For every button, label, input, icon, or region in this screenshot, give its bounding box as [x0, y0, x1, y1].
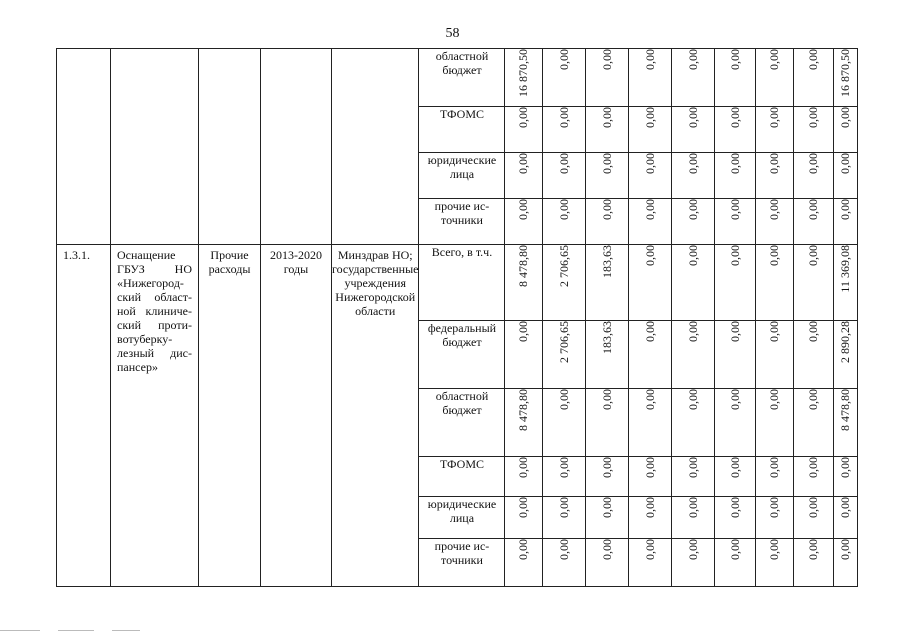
value-text: 0,00 — [516, 539, 531, 560]
source-cell — [419, 49, 505, 107]
value-cell — [629, 107, 672, 153]
value-cell — [794, 389, 834, 457]
value-cell — [586, 245, 629, 321]
value-text: 8 478,80 — [516, 389, 531, 431]
value-text: 16 870,50 — [838, 49, 853, 97]
value-text: 2 890,28 — [838, 321, 853, 363]
value-text: 0,00 — [642, 153, 657, 174]
value-text: 0,00 — [599, 497, 614, 518]
source-label: ТФОМС — [439, 107, 484, 121]
value-text: 0,00 — [599, 389, 614, 410]
value-cell — [834, 539, 858, 587]
value-cell — [629, 199, 672, 245]
value-text: 0,00 — [806, 321, 821, 342]
value-cell — [586, 107, 629, 153]
value-cell — [586, 457, 629, 497]
value-text: 0,00 — [838, 199, 853, 220]
table-body — [57, 49, 858, 587]
item-name: Оснащение ГБУЗ НО «Нижегород-ский област-ной клиниче-ский проти-вотуберку-лезный дис-пансер» — [117, 248, 192, 374]
value-cell — [586, 153, 629, 199]
value-text: 0,00 — [685, 497, 700, 518]
item-name-cell — [111, 245, 199, 587]
source-label: Всего, в т.ч. — [431, 245, 493, 259]
value-cell — [834, 107, 858, 153]
source-cell — [419, 199, 505, 245]
value-text: 0,00 — [516, 497, 531, 518]
value-cell — [794, 457, 834, 497]
item-number: 1.3.1. — [63, 248, 90, 262]
value-cell — [756, 457, 794, 497]
scan-artifact — [58, 630, 94, 631]
value-text: 0,00 — [767, 153, 782, 174]
value-text: 0,00 — [727, 539, 742, 560]
source-label: прочие ис-точники — [434, 199, 490, 227]
value-text: 0,00 — [556, 389, 571, 410]
value-cell — [629, 321, 672, 389]
value-cell — [505, 321, 543, 389]
value-cell — [794, 321, 834, 389]
value-text: 0,00 — [642, 389, 657, 410]
value-text: 0,00 — [599, 457, 614, 478]
value-cell — [834, 199, 858, 245]
value-cell — [586, 49, 629, 107]
value-cell — [794, 245, 834, 321]
expense-type-cell — [199, 245, 261, 587]
value-text: 0,00 — [556, 199, 571, 220]
value-cell — [834, 153, 858, 199]
source-cell — [419, 153, 505, 199]
source-cell — [419, 497, 505, 539]
scan-artifact — [0, 630, 40, 631]
value-text: 0,00 — [767, 107, 782, 128]
value-text: 0,00 — [685, 539, 700, 560]
value-cell — [586, 321, 629, 389]
value-cell — [505, 49, 543, 107]
value-text: 0,00 — [516, 321, 531, 342]
value-text: 0,00 — [727, 497, 742, 518]
value-text: 0,00 — [767, 321, 782, 342]
value-cell — [629, 539, 672, 587]
value-text: 0,00 — [767, 199, 782, 220]
value-cell — [543, 49, 586, 107]
value-cell — [672, 107, 715, 153]
value-text: 0,00 — [838, 457, 853, 478]
value-cell — [794, 539, 834, 587]
source-cell — [419, 457, 505, 497]
source-label: областной бюджет — [435, 389, 489, 417]
value-cell — [543, 539, 586, 587]
value-text: 0,00 — [685, 321, 700, 342]
value-cell — [586, 389, 629, 457]
value-text: 183,63 — [599, 245, 614, 278]
value-text: 0,00 — [838, 497, 853, 518]
value-text: 0,00 — [727, 153, 742, 174]
value-text: 0,00 — [642, 245, 657, 266]
value-cell — [794, 153, 834, 199]
value-cell — [629, 49, 672, 107]
source-label: юридические лица — [427, 497, 497, 525]
value-cell — [672, 539, 715, 587]
value-cell — [756, 497, 794, 539]
value-cell — [672, 321, 715, 389]
value-text: 0,00 — [556, 107, 571, 128]
scan-artifact — [112, 630, 140, 631]
value-cell — [834, 321, 858, 389]
value-cell — [715, 389, 756, 457]
value-cell — [543, 457, 586, 497]
value-cell — [586, 199, 629, 245]
value-cell — [505, 389, 543, 457]
value-text: 0,00 — [642, 497, 657, 518]
value-text: 0,00 — [806, 199, 821, 220]
value-text: 0,00 — [556, 457, 571, 478]
value-text: 0,00 — [599, 153, 614, 174]
value-cell — [756, 245, 794, 321]
value-cell — [505, 497, 543, 539]
source-label: федеральный бюджет — [427, 321, 497, 349]
value-cell — [672, 49, 715, 107]
value-cell — [834, 497, 858, 539]
value-cell — [794, 199, 834, 245]
value-cell — [834, 245, 858, 321]
value-text: 8 478,80 — [516, 245, 531, 287]
value-cell — [756, 389, 794, 457]
value-cell — [834, 389, 858, 457]
value-text: 0,00 — [556, 497, 571, 518]
value-text: 0,00 — [599, 539, 614, 560]
value-text: 0,00 — [806, 245, 821, 266]
value-cell — [715, 49, 756, 107]
value-text: 0,00 — [599, 107, 614, 128]
value-text: 11 369,08 — [838, 245, 853, 293]
value-text: 0,00 — [767, 539, 782, 560]
value-text: 0,00 — [685, 153, 700, 174]
expense-type: Прочие расходы — [208, 248, 251, 276]
value-text: 8 478,80 — [838, 389, 853, 431]
value-text: 183,63 — [599, 321, 614, 354]
funding-table — [56, 48, 858, 587]
value-text: 0,00 — [685, 199, 700, 220]
source-cell — [419, 245, 505, 321]
value-cell — [629, 245, 672, 321]
table-row — [57, 49, 858, 107]
value-text: 0,00 — [767, 49, 782, 70]
value-cell — [629, 457, 672, 497]
value-text: 0,00 — [642, 107, 657, 128]
value-cell — [715, 321, 756, 389]
value-cell — [505, 245, 543, 321]
value-text: 0,00 — [806, 457, 821, 478]
value-cell — [672, 245, 715, 321]
value-text: 0,00 — [727, 245, 742, 266]
page-number: 58 — [445, 26, 460, 41]
value-text: 0,00 — [727, 321, 742, 342]
value-cell — [715, 153, 756, 199]
value-cell — [543, 199, 586, 245]
value-cell — [629, 389, 672, 457]
value-text: 0,00 — [685, 245, 700, 266]
value-cell — [834, 457, 858, 497]
value-text: 2 706,65 — [556, 245, 571, 287]
value-text: 0,00 — [685, 49, 700, 70]
value-text: 0,00 — [806, 497, 821, 518]
value-text: 0,00 — [806, 107, 821, 128]
expense-type-cell — [199, 49, 261, 245]
value-text: 0,00 — [806, 153, 821, 174]
value-text: 0,00 — [642, 199, 657, 220]
value-text: 0,00 — [727, 199, 742, 220]
value-cell — [715, 539, 756, 587]
value-text: 0,00 — [767, 457, 782, 478]
value-text: 0,00 — [642, 49, 657, 70]
value-cell — [756, 199, 794, 245]
value-cell — [715, 497, 756, 539]
executor-cell — [332, 49, 419, 245]
value-cell — [672, 199, 715, 245]
value-cell — [586, 497, 629, 539]
value-cell — [543, 321, 586, 389]
value-text: 0,00 — [806, 539, 821, 560]
value-text: 0,00 — [642, 321, 657, 342]
value-text: 0,00 — [516, 199, 531, 220]
value-cell — [629, 497, 672, 539]
item-name-cell — [111, 49, 199, 245]
value-text: 0,00 — [556, 49, 571, 70]
value-text: 0,00 — [806, 389, 821, 410]
source-label: юридические лица — [427, 153, 497, 181]
value-cell — [505, 107, 543, 153]
value-cell — [834, 49, 858, 107]
value-text: 0,00 — [516, 457, 531, 478]
value-cell — [543, 389, 586, 457]
executor: Минздрав НО; государственные учреждения Нижегородской области — [332, 248, 419, 318]
value-cell — [629, 153, 672, 199]
value-cell — [543, 245, 586, 321]
source-cell — [419, 389, 505, 457]
value-cell — [756, 153, 794, 199]
period: 2013-2020 годы — [270, 248, 322, 276]
period-cell — [261, 245, 332, 587]
value-text: 0,00 — [516, 153, 531, 174]
source-label: областной бюджет — [435, 49, 489, 77]
value-text: 0,00 — [556, 539, 571, 560]
value-cell — [756, 539, 794, 587]
value-text: 0,00 — [806, 49, 821, 70]
source-label: ТФОМС — [439, 457, 484, 471]
value-cell — [715, 245, 756, 321]
value-cell — [715, 199, 756, 245]
value-text: 0,00 — [642, 457, 657, 478]
value-cell — [586, 539, 629, 587]
value-text: 0,00 — [685, 389, 700, 410]
value-text: 0,00 — [599, 199, 614, 220]
value-text: 0,00 — [838, 153, 853, 174]
value-text: 0,00 — [556, 153, 571, 174]
source-cell — [419, 539, 505, 587]
value-cell — [715, 457, 756, 497]
value-text: 16 870,50 — [516, 49, 531, 97]
value-text: 0,00 — [767, 389, 782, 410]
value-cell — [756, 321, 794, 389]
value-cell — [505, 153, 543, 199]
value-cell — [672, 497, 715, 539]
value-text: 0,00 — [727, 107, 742, 128]
value-cell — [794, 49, 834, 107]
value-text: 0,00 — [838, 539, 853, 560]
value-text: 0,00 — [767, 245, 782, 266]
value-cell — [543, 497, 586, 539]
value-cell — [672, 389, 715, 457]
value-text: 0,00 — [767, 497, 782, 518]
value-cell — [505, 199, 543, 245]
value-text: 0,00 — [685, 457, 700, 478]
item-number-cell — [57, 245, 111, 587]
executor-cell — [332, 245, 419, 587]
item-number-cell — [57, 49, 111, 245]
value-text: 0,00 — [599, 49, 614, 70]
value-text: 0,00 — [685, 107, 700, 128]
value-text: 0,00 — [516, 107, 531, 128]
source-label: прочие ис-точники — [434, 539, 490, 567]
value-cell — [672, 457, 715, 497]
value-text: 0,00 — [642, 539, 657, 560]
value-cell — [543, 153, 586, 199]
value-text: 0,00 — [838, 107, 853, 128]
value-text: 0,00 — [727, 457, 742, 478]
period-cell — [261, 49, 332, 245]
source-cell — [419, 107, 505, 153]
value-text: 0,00 — [727, 49, 742, 70]
value-cell — [543, 107, 586, 153]
value-text: 0,00 — [727, 389, 742, 410]
table-row — [57, 245, 858, 321]
source-cell — [419, 321, 505, 389]
value-cell — [794, 107, 834, 153]
value-cell — [505, 457, 543, 497]
value-cell — [672, 153, 715, 199]
value-cell — [505, 539, 543, 587]
value-cell — [715, 107, 756, 153]
value-cell — [756, 107, 794, 153]
value-cell — [794, 497, 834, 539]
value-text: 2 706,65 — [556, 321, 571, 363]
value-cell — [756, 49, 794, 107]
